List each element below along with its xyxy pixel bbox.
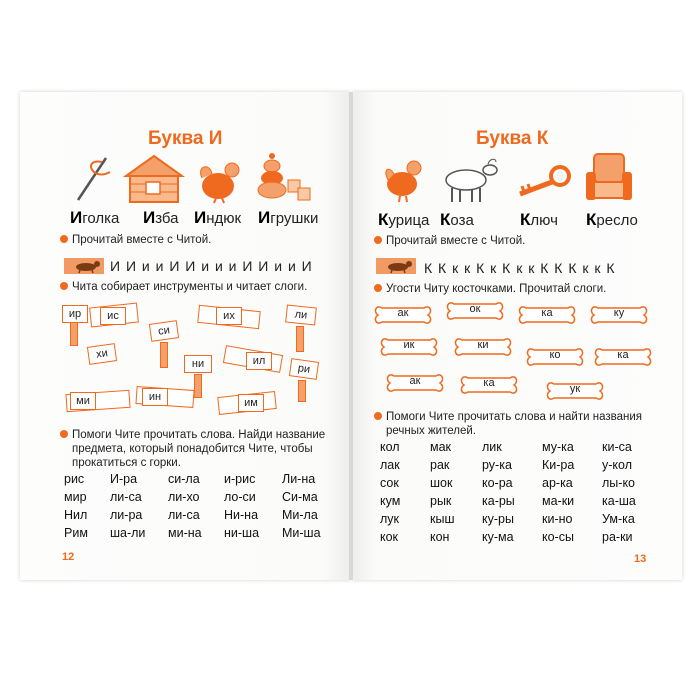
dog-icon (66, 258, 104, 274)
bone-syllable: ак (409, 375, 421, 387)
right-grid-cell: ки-но (542, 512, 573, 526)
syllable-mi: ми (70, 392, 96, 410)
right-word-2: Коза (440, 210, 474, 229)
right-grid-cell: лук (380, 512, 400, 526)
left-word-3: Индюк (194, 208, 242, 227)
bone-syllable: ук (569, 383, 581, 395)
right-grid-cell: ар-ка (542, 476, 573, 490)
left-grid-cell: И-ра (110, 472, 138, 486)
right-grid-cell: ка-ша (602, 494, 636, 508)
left-grid-cell: рис (64, 472, 85, 486)
left-page-number: 12 (62, 551, 75, 563)
bone-syllable: ка (541, 307, 553, 319)
left-grid-cell: ли-са (110, 490, 142, 504)
left-grid-cell: ни-ша (224, 526, 260, 540)
right-grid-cell: ко-ра (482, 476, 513, 490)
hammer-handle (194, 374, 202, 398)
right-grid-cell: ра-ки (602, 530, 633, 544)
left-grid-cell: ша-ли (110, 526, 146, 540)
bone-icon (386, 372, 444, 399)
right-grid-cell: ку-ма (482, 530, 514, 544)
right-word-1: Курица (378, 210, 430, 229)
left-grid-cell: Рим (64, 526, 88, 540)
bone-syllable: ка (617, 349, 629, 361)
syllable-li: ли (285, 304, 317, 325)
syllable-il: ил (246, 352, 272, 370)
left-grid-cell: Ми-ша (282, 526, 321, 540)
syllable-in: ин (142, 388, 168, 406)
needle-icon (72, 152, 112, 204)
right-page-title: Буква К (476, 128, 549, 149)
left-grid-cell: си-ла (168, 472, 200, 486)
bullet-icon (374, 284, 382, 292)
hen-icon (380, 156, 428, 204)
turkey-icon (196, 156, 246, 204)
left-letters-row: И И и и И И и и и И И и и И (110, 258, 313, 274)
right-grid-cell: лак (380, 458, 400, 472)
armchair-icon (584, 152, 634, 206)
right-instruction-2: Угости Читу косточками. Прочитай слоги. (374, 282, 606, 296)
right-letters-row: К К к к К к К к к К К К к к К (424, 260, 616, 276)
right-grid-cell: Ум-ка (602, 512, 635, 526)
left-grid-cell: ли-ра (110, 508, 143, 522)
right-grid-cell: мак (430, 440, 452, 454)
left-grid-cell: мир (64, 490, 87, 504)
left-grid-cell: ло-си (224, 490, 256, 504)
syllable-hi: хи (87, 343, 117, 365)
right-grid-cell: кум (380, 494, 401, 508)
syllable-is: ис (100, 307, 126, 325)
right-grid-cell: ко-сы (542, 530, 574, 544)
hammer-handle (160, 342, 168, 368)
left-grid-cell: Нил (64, 508, 88, 522)
bone-syllable: ку (613, 307, 625, 319)
goat-icon (438, 158, 502, 204)
right-grid-cell: ки-са (602, 440, 632, 454)
right-grid-cell: ку-ры (482, 512, 514, 526)
left-grid-cell: ли-са (168, 508, 200, 522)
toys-icon (256, 150, 312, 206)
hammer-handle (298, 380, 306, 402)
left-grid-cell: Ли-на (282, 472, 316, 486)
bullet-icon (374, 412, 382, 420)
bullet-icon (60, 282, 68, 290)
bullet-icon (374, 236, 382, 244)
hammer-handle (70, 322, 78, 346)
bone-syllable: ок (469, 303, 481, 315)
dog-icon (378, 258, 416, 274)
left-grid-cell: Си-ма (282, 490, 318, 504)
bone-icon (380, 336, 438, 363)
bone-icon (526, 346, 584, 373)
right-grid-cell: ру-ка (482, 458, 512, 472)
syllable-ni: ни (184, 355, 212, 373)
bone-icon (518, 304, 576, 331)
right-grid-cell: шок (430, 476, 453, 490)
right-grid-cell: кон (430, 530, 450, 544)
right-instruction-3: Помоги Чите прочитать слова и найти названия речных жителей. (374, 410, 642, 438)
left-grid-cell: и-рис (224, 472, 256, 486)
left-page-title: Буква И (148, 128, 223, 149)
right-grid-cell: рак (430, 458, 450, 472)
key-icon (512, 164, 572, 200)
bone-syllable: ко (549, 349, 561, 361)
bone-icon (374, 304, 432, 331)
left-word-1: Иголка (70, 208, 120, 227)
right-grid-cell: му-ка (542, 440, 574, 454)
left-grid-cell: Ми-ла (282, 508, 318, 522)
right-grid-cell: ма-ки (542, 494, 575, 508)
left-grid-cell: ми-на (168, 526, 202, 540)
syllable-ri: ри (289, 358, 319, 380)
bone-syllable: ка (483, 377, 495, 389)
left-instruction-3: Помоги Чите прочитать слова. Найди название предмета, который понадобится Чите, чтобы прокатиться с горки. (60, 428, 325, 470)
bone-syllable: ки (477, 339, 489, 351)
hut-icon (122, 154, 186, 204)
right-grid-cell: лы-ко (602, 476, 636, 490)
right-instruction-1: Прочитай вместе с Читой. (374, 234, 525, 248)
syllable-si: си (149, 320, 179, 342)
right-page-number: 13 (634, 553, 647, 565)
syllable-im: им (238, 394, 264, 412)
bullet-icon (60, 235, 68, 243)
left-word-4: Игрушки (258, 208, 319, 227)
right-grid-cell: рык (430, 494, 452, 508)
right-word-3: Ключ (520, 210, 558, 229)
right-grid-cell: кыш (430, 512, 455, 526)
left-grid-cell: ли-хо (168, 490, 200, 504)
right-grid-cell: у-кол (602, 458, 632, 472)
bone-icon (594, 346, 652, 373)
right-grid-cell: ка-ры (482, 494, 515, 508)
syllable-ir: ир (62, 305, 88, 323)
bone-icon (590, 304, 648, 331)
bone-syllable: ик (403, 339, 415, 351)
bone-icon (446, 300, 504, 327)
bone-icon (454, 336, 512, 363)
right-grid-cell: Ки-ра (542, 458, 575, 472)
right-grid-cell: лик (482, 440, 502, 454)
bone-syllable: ак (397, 307, 409, 319)
bone-icon (460, 374, 518, 401)
bullet-icon (60, 430, 68, 438)
left-instruction-1: Прочитай вместе с Читой. (60, 233, 211, 247)
left-instruction-2: Чита собирает инструменты и читает слоги. (60, 280, 307, 294)
right-grid-cell: сок (380, 476, 399, 490)
left-grid-cell: Ни-на (224, 508, 259, 522)
right-grid-cell: кол (380, 440, 400, 454)
left-word-2: Изба (143, 208, 179, 227)
hammer-handle (296, 326, 304, 352)
book-spine (349, 92, 353, 580)
syllable-ih: их (216, 307, 242, 325)
bone-icon (546, 380, 604, 407)
right-word-4: Кресло (586, 210, 638, 229)
right-grid-cell: кок (380, 530, 399, 544)
